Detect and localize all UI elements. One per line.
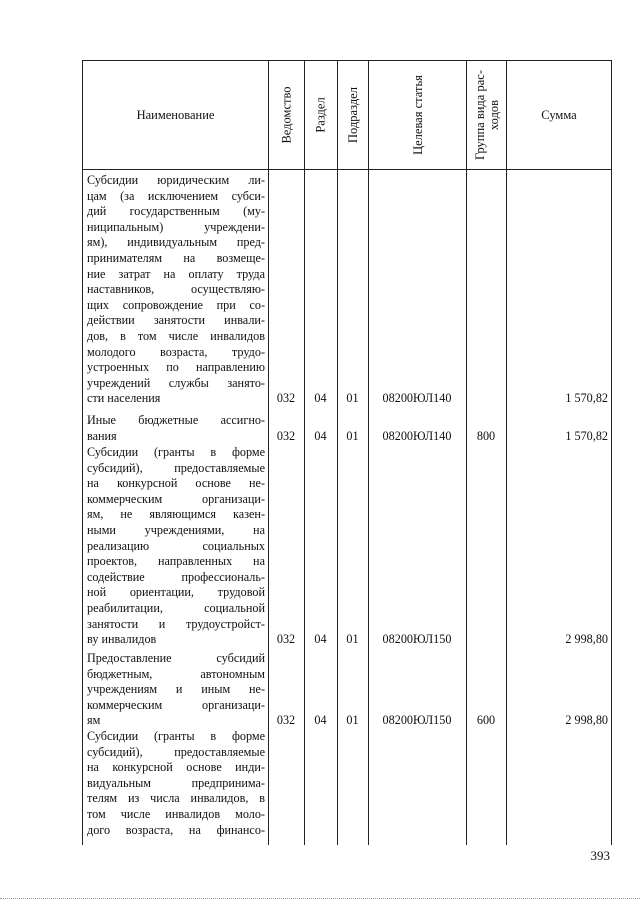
row-vedomstvo: 032 [276,713,296,728]
row-name-line: ям [87,713,101,728]
row-name-line: учреждениям и иным не- [87,682,265,697]
row-name-line: Иные бюджетные ассигно- [87,413,265,427]
row-name-line: ву инвалидов [87,632,157,647]
row-name-line: дого возраста, на финансо- [87,822,265,837]
header-gruppa-line1: Группа вида рас- [472,70,487,160]
row-summa: 2 998,80 [565,632,608,647]
row-name-line: действии занятости инвали- [87,313,265,328]
row-name-line: ям, не являющимся казен- [87,507,265,522]
row-name-line: том числе инвалидов моло- [87,806,265,821]
row-summa: 2 998,80 [565,713,608,728]
row-name-line: на конкурсной основе инди- [87,760,265,775]
header-razdel [305,61,337,169]
row-name-line: Предоставление субсидий [87,651,265,665]
row-name-line: учреждений службы занято- [87,375,265,390]
row-name-line: реабилитации, социальной [87,600,265,615]
row-name-line: ям), индивидуальным пред- [87,235,265,250]
row-name-line: телям из числа инвалидов, в [87,791,265,806]
row-name [87,651,265,729]
row-name-line: ние затрат на оплату труда [87,266,265,281]
header-name [83,61,268,169]
header-celevaya-label: Целевая статья [410,75,425,155]
scan-edge-line [0,898,640,899]
header-podrazdel [338,61,368,169]
row-name-line: наставников, осуществляю- [87,282,265,297]
row-razdel: 04 [314,391,327,406]
row-name-line: субсидий), предоставляемые [87,460,265,475]
row-name-line: проектов, направленных на [87,554,265,569]
row-celevaya: 08200ЮЛ140 [382,391,452,406]
row-gruppa: 800 [476,428,496,443]
row-name-line: реализацию социальных [87,538,265,553]
row-gruppa: 600 [476,713,496,728]
header-celevaya [369,61,466,169]
row-name-line: видуальным предпринима- [87,775,265,790]
row-name-line: дий государственным (му- [87,204,265,219]
row-celevaya: 08200ЮЛ150 [382,713,452,728]
row-name-line: молодого возраста, трудо- [87,344,265,359]
row-podrazdel: 01 [346,428,359,443]
row-name-line: устроенных по направлению [87,360,265,375]
row-celevaya: 08200ЮЛ140 [382,428,452,443]
header-name-label: Наименование [136,107,215,122]
row-name-line: Субсидии (гранты в форме [87,445,265,459]
row-name-line: ной ориентации, трудовой [87,585,265,600]
row-name-line: коммерческим организаци- [87,491,265,506]
row-podrazdel: 01 [346,391,359,406]
header-podrazdel-label: Подраздел [346,87,360,143]
row-celevaya: 08200ЮЛ150 [382,632,452,647]
row-name-line: бюджетным, автономным [87,666,265,681]
header-vedomstvo-label: Ведомство [279,86,294,144]
row-vedomstvo: 032 [276,428,296,443]
row-razdel: 04 [314,428,327,443]
header-razdel-label: Раздел [314,97,329,133]
row-vedomstvo: 032 [276,632,296,647]
row-name-line: субсидий), предоставляемые [87,744,265,759]
header-gruppa-label [473,70,501,160]
row-name-line: занятости и трудоустройст- [87,616,265,631]
header-gruppa-line2: ходов [486,99,501,131]
row-name-line: дов, в том числе инвалидов [87,328,265,343]
row-podrazdel: 01 [346,713,359,728]
row-summa: 1 570,82 [565,391,608,406]
row-name [87,445,265,648]
row-name [87,729,265,838]
row-name [87,413,265,444]
row-name-line: вания [87,428,117,443]
row-name-line: цам (за исключением субси- [87,188,265,203]
row-podrazdel: 01 [346,632,359,647]
row-summa: 1 570,82 [565,428,608,443]
header-vedomstvo [269,61,304,169]
row-name-line: содействие профессиональ- [87,569,265,584]
row-name-line: щих сопровождение при со- [87,297,265,312]
row-razdel: 04 [314,713,327,728]
header-gruppa [467,61,506,169]
header-divider [82,169,612,170]
row-name-line: Субсидии юридическим ли- [87,173,265,187]
header-summa [507,61,611,169]
row-name-line: принимателям на возмеще- [87,250,265,265]
row-vedomstvo: 032 [276,391,296,406]
header-summa-label: Сумма [541,107,577,122]
row-name-line: коммерческим организаци- [87,697,265,712]
row-name-line: Субсидии (гранты в форме [87,729,265,743]
row-name-line: ными учреждениями, на [87,522,265,537]
row-name-line: сти населения [87,391,161,406]
row-name [87,173,265,407]
row-name-line: ниципальным) учреждени- [87,219,265,234]
row-razdel: 04 [314,632,327,647]
row-name-line: на конкурсной основе не- [87,476,265,491]
page-number: 393 [590,848,610,863]
